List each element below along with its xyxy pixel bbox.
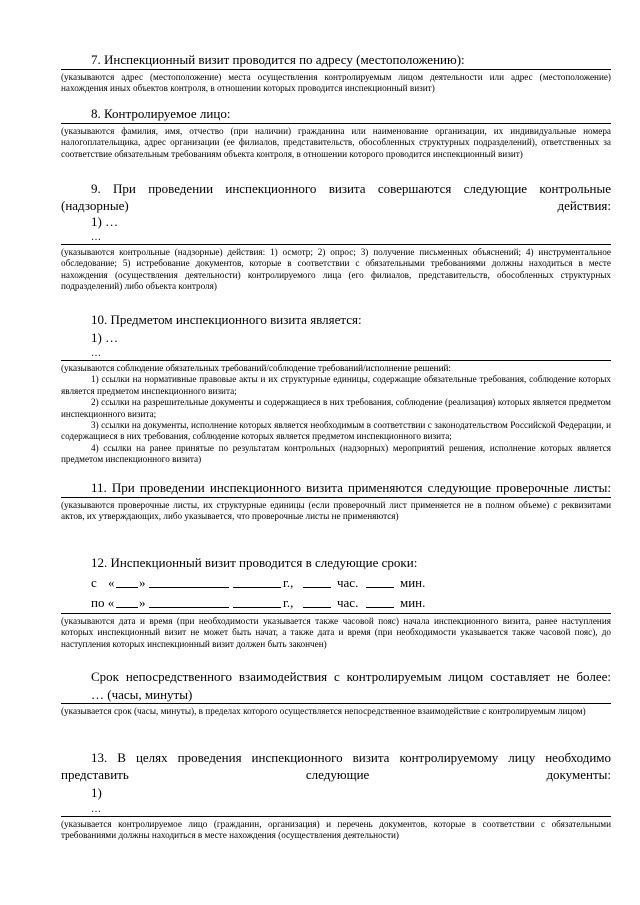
date-start-close-quote: » [139, 575, 146, 590]
date-end-close-quote: » [139, 595, 146, 610]
year-end-field[interactable] [233, 595, 281, 608]
date-row-end [61, 595, 611, 613]
section-12-divider [61, 613, 611, 614]
section-13-item-1: 1) [91, 785, 102, 800]
section-7 [61, 52, 611, 95]
section-13-note: (указывается контролируемое лицо (гражданин, организация) и перечень документов, которые в соответствии с обязательными требованиями должны находиться в месте нахождения (осуществления деятельности) [61, 819, 611, 841]
section-7-note: (указываются адрес (местоположение) места осуществления контролируемым лицом деятельности или адрес (местоположение) нахождения иных объектов контроля, в отношении которых проводится инспекционный визит) [61, 72, 611, 94]
section-9-item-2: … [61, 232, 611, 245]
month-end-field[interactable] [149, 595, 229, 608]
section-10-note-3: 3) ссылки на документы, исполнение которых является необходимым в соответствии с законодательством Российской Федерации, и содержащиеся в них требования, соблюдение которых является предметом инспекционного визита; [61, 420, 611, 442]
section-13 [61, 749, 611, 842]
month-start-field[interactable] [149, 575, 229, 588]
section-10-note-2: 2) ссылки на разрешительные документы и содержащиеся в них требования, соблюдение (реализация) которых является предметом инспекционного визита; [61, 397, 611, 419]
section-10-item-2: … [61, 348, 611, 361]
hours-start-label: час. [337, 575, 359, 590]
interaction-term [61, 668, 611, 717]
section-8-note: (указываются фамилия, имя, отчество (при наличии) гражданина или наименование организации, их индивидуальные номера налогоплательщика, адрес организации (ее филиалов, представительств, обособленных структурных подразделений), ответственных за соответствие обязательным требованиям объекта контроля, в отношении которого проводится инспекционный визит) [61, 126, 611, 159]
section-8 [61, 106, 611, 160]
day-end-field[interactable] [116, 595, 138, 608]
interaction-term-note: (указывается срок (часы, минуты), в пределах которого осуществляется непосредственное взаимодействие с контролируемым лицом) [61, 706, 586, 716]
date-end-prefix: по « [91, 595, 115, 610]
section-12-title: 12. Инспекционный визит проводится в следующие сроки: [91, 555, 418, 570]
date-row-start [61, 575, 611, 593]
interaction-term-value: … (часы, минуты) [61, 687, 611, 704]
section-11-title: 11. При проведении инспекционного визита применяются следующие проверочные листы: [61, 479, 611, 498]
section-9 [61, 180, 611, 293]
year-end-suffix: г., [283, 595, 294, 610]
section-12-note: (указываются дата и время (при необходимости указывается также часовой пояс) начала инспекционного визита, ранее наступления которых инспекционный визит не может быть начат, а также дата и время (при необходимости указывается также часовой пояс), до наступления которых инспекционный визит должен быть закончен) [61, 616, 611, 649]
section-10-item-1: 1) … [91, 330, 119, 345]
year-start-suffix: г., [283, 575, 294, 590]
section-10-note-0: (указываются соблюдение обязательных требований/соблюдение требований/исполнение решений: [61, 363, 451, 373]
hours-end-label: час. [337, 595, 359, 610]
section-10-title: 10. Предметом инспекционного визита является: [91, 312, 362, 327]
section-9-note: (указываются контрольные (надзорные) действия: 1) осмотр; 2) опрос; 3) получение письменных объяснений; 4) инструментальное обследование; 5) истребование документов, которые в соответствии с обязательными требованиями должны находиться в месте нахождения (осуществления деятельности) контролируемого лица (его филиалов, представительств, обособленных структурных подразделений) либо объекта контроля) [61, 247, 611, 292]
section-10 [61, 312, 611, 466]
section-7-title: 7. Инспекционный визит проводится по адресу (местоположению): [61, 52, 611, 70]
minutes-start-field[interactable] [366, 575, 394, 588]
minutes-end-label: мин. [400, 595, 426, 610]
section-12 [61, 555, 611, 650]
minutes-end-field[interactable] [366, 595, 394, 608]
section-11 [61, 479, 611, 523]
section-9-title: 9. При проведении инспекционного визита совершаются следующие контрольные (надзорные) действия: [61, 181, 611, 213]
hours-end-field[interactable] [303, 595, 331, 608]
interaction-term-title: Срок непосредственного взаимодействия с контролируемым лицом составляет не более: [91, 669, 611, 684]
section-13-item-2: … [61, 804, 611, 817]
section-13-title: 13. В целях проведения инспекционного визита контролируемому лицу необходимо представить следующие документы: [61, 750, 611, 782]
date-start-prefix: с [91, 575, 97, 590]
minutes-start-label: мин. [400, 575, 426, 590]
section-9-item-1: 1) … [91, 214, 119, 229]
section-8-title: 8. Контролируемое лицо: [61, 106, 611, 124]
year-start-field[interactable] [233, 575, 281, 588]
day-start-field[interactable] [116, 575, 138, 588]
hours-start-field[interactable] [303, 575, 331, 588]
section-10-note-1: 1) ссылки на нормативные правовые акты и их структурные единицы, содержащие обязательные требования, соблюдение которых является предметом инспекционного визита; [61, 374, 611, 396]
section-10-note-4: 4) ссылки на ранее принятые по результатам контрольных (надзорных) мероприятий решения, исполнение которых является предметом инспекционного визита) [61, 442, 611, 465]
date-start-open-quote: « [108, 575, 115, 590]
section-11-note: (указываются проверочные листы, их структурные единицы (если проверочный лист применяется не в полном объеме) с реквизитами актов, их утверждающих, либо указывается, что проверочные листы не применяются) [61, 500, 611, 522]
